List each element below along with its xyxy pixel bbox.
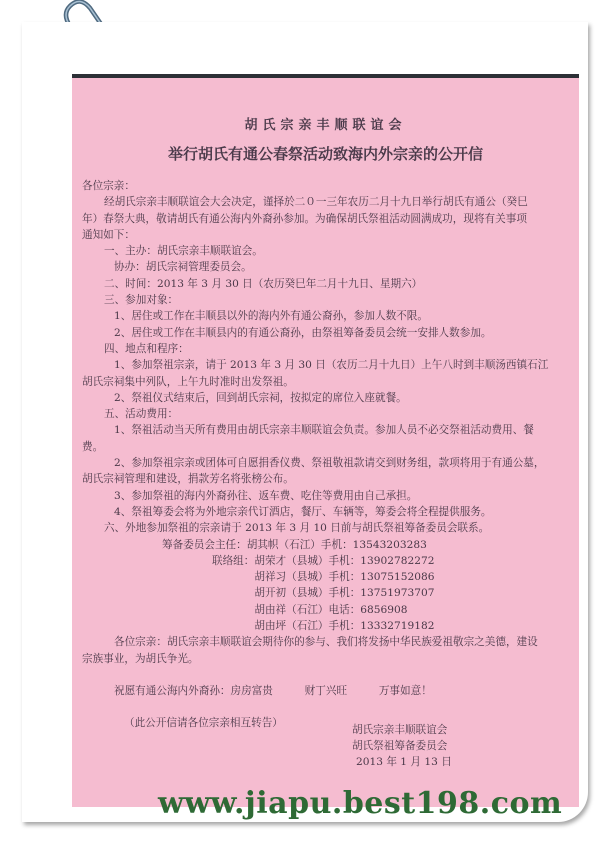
letter-title: 举行胡氏有通公春祭活动致海内外宗亲的公开信 [167,145,483,163]
body-line: 五、活动费用： [104,408,179,421]
body-line: 二、时间：2013 年 3 月 30 日（农历癸巳年二月十九日、星期六） [104,277,423,290]
body-line: 经胡氏宗亲丰顺联谊会大会决定，谨择於二０一三年农历二月十九日举行胡氏有通公（癸巳 [104,196,528,209]
body-line: 胡氏宗祠管理和建设，捐款芳名将张榜公布。 [82,473,294,486]
body-line: 1、祭祖活动当天所有费用由胡氏宗亲丰顺联谊会负责。参加人员不必交祭祖活动费用、餐 [114,424,534,437]
body-line: 各位宗亲： [82,180,135,192]
contact-line: 筹备委员会主任：胡其帜（石江）手机：13543203283 [162,538,427,551]
body-line: 四、地点和程序： [104,342,189,355]
signature-org2: 胡氏祭祖筹备委员会 [352,740,448,752]
body-line: 2、祭祖仪式结束后，回到胡氏宗祠，按拟定的席位入座就餐。 [114,391,407,404]
contact-line: 联络组：胡荣才（县城）手机：13902782272 [212,554,435,567]
signature-block [352,722,452,770]
body-line: 费。 [82,440,104,453]
contact-line: 胡开初（县城）手机：13751973707 [212,587,435,600]
body-line: 4、祭祖筹委会将为外地宗亲代订酒店，餐厅、车辆等，筹委会将全程提供服务。 [114,505,492,518]
body-line: 年）春祭大典，敬请胡氏有通公海内外裔孙参加。为确保胡氏祭祖活动圆满成功，现将有关事项 [82,212,527,225]
closing-line: 宗族事业，为胡氏争光。 [82,652,199,665]
body-line: 协办：胡氏宗祠管理委员会。 [114,261,252,274]
signature-org1: 胡氏宗亲丰顺联谊会 [352,724,448,736]
document-card [22,22,588,822]
body-line: 六、外地参加祭祖的宗亲请于 2013 年 3 月 10 日前与胡氏祭祖筹备委员会联系。 [104,522,490,535]
contact-line: 胡祥习（县城）手机：13075152086 [212,571,435,584]
body-line: 2、参加祭祖宗亲或团体可自愿捐香仪费、祭祖敬祖款请交到财务组，款项将用于有通公墓， [114,457,545,470]
body-line: 胡氏宗祠集中列队，上午九时准时出发祭祖。 [82,375,294,388]
watermark-url: www.jiapu.best198.com [158,786,563,821]
body-line: 通知如下： [82,228,135,241]
body-line: 三、参加对象： [104,294,179,307]
signature-date: 2013 年 1 月 13 日 [356,756,452,768]
note-line: （此公开信请各位宗亲相互转告） [124,717,283,730]
body-line: 1、参加祭祖宗亲，请于 2013 年 3 月 30 日（农历二月十九日）上午八时到丰顺汤西镇石江 [114,359,549,372]
contact-line: 胡由坪（石江）手机：13332719182 [212,620,435,633]
closing-line: 各位宗亲：胡氏宗亲丰顺联谊会期待你的参与、我们将发扬中华民族爱祖敬宗之美德，建设 [114,636,538,649]
blessing-line: 祝愿有通公海内外裔孙：房房富贵 财丁兴旺 万事如意！ [114,684,432,697]
letter-paper [72,74,579,807]
letter-body [82,178,552,732]
contact-line: 胡由祥（石江）电话：6856908 [212,603,408,616]
body-line: 一、主办：胡氏宗亲丰顺联谊会。 [104,245,263,258]
body-line: 1、居住或工作在丰顺县以外的海内外有通公裔孙，参加人数不限。 [114,310,428,323]
body-line: 2、居住或工作在丰顺县内的有通公裔孙，由祭祖筹备委员会统一安排人数参加。 [114,326,492,339]
org-heading: 胡氏宗亲丰顺联谊会 [244,118,407,133]
body-line: 3、参加祭祖的海内外裔孙往、返车费、吃住等费用由自己承担。 [114,489,418,502]
